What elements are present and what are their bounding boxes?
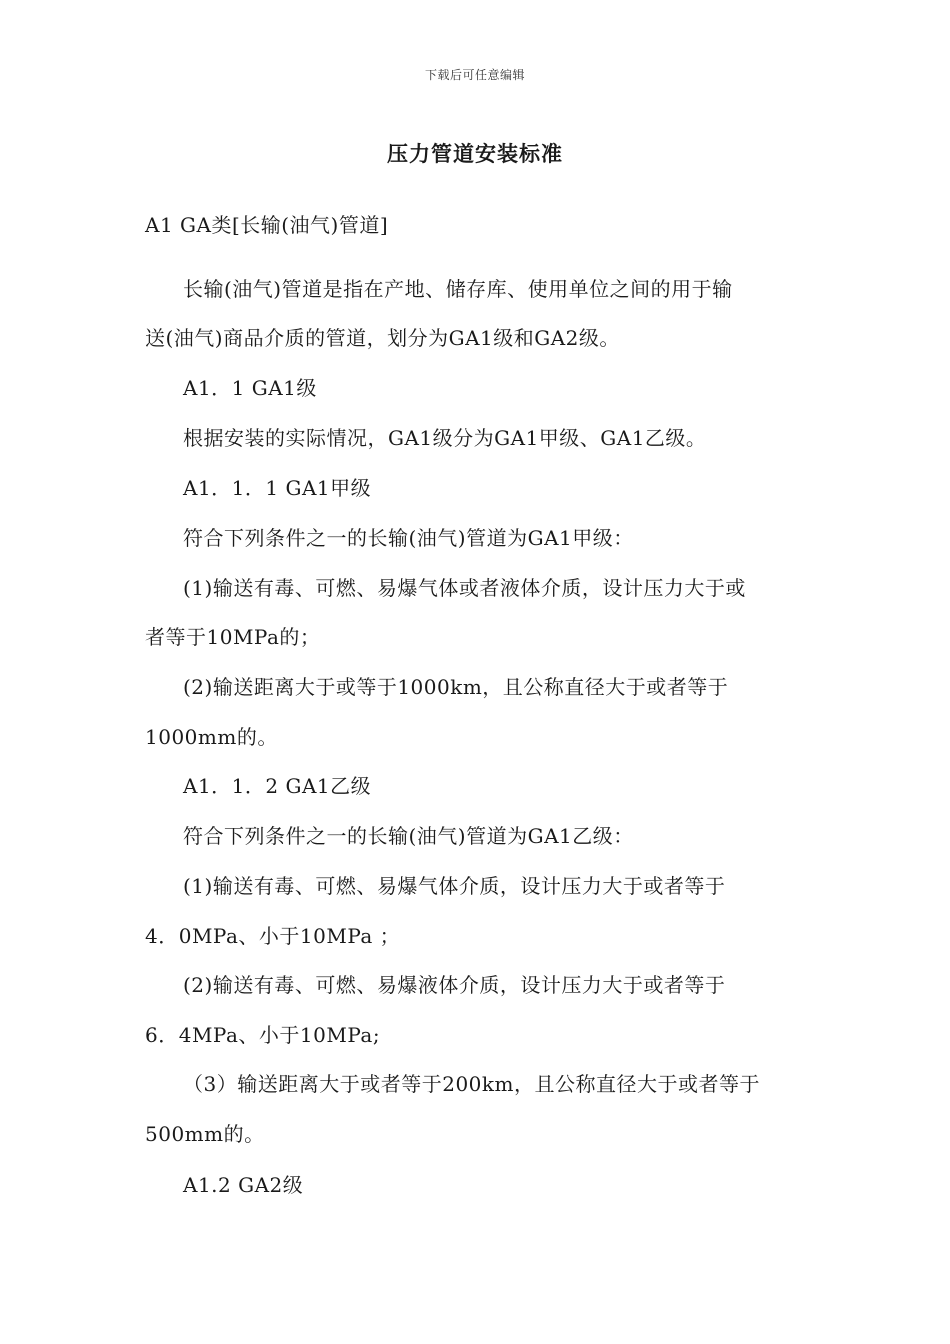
- list-item-line: 500mm的。: [145, 1122, 265, 1146]
- list-item-line: 4．0MPa、小于10MPa ；: [145, 924, 401, 948]
- section-heading-a1: A1 GA类[长输(油气)管道]: [145, 213, 389, 237]
- subsection-heading: A1．1 GA1级: [183, 376, 317, 400]
- subsection-heading: A1．1．2 GA1乙级: [183, 774, 372, 798]
- list-item-line: 6．4MPa、小于10MPa;: [145, 1023, 381, 1047]
- paragraph-line: 符合下列条件之一的长输(油气)管道为GA1甲级：: [183, 526, 634, 550]
- list-item-line: (2)输送距离大于或等于1000km，且公称直径大于或者等于: [183, 675, 729, 699]
- list-item-line: (1)输送有毒、可燃、易爆气体介质，设计压力大于或者等于: [183, 874, 726, 898]
- list-item-line: (2)输送有毒、可燃、易爆液体介质，设计压力大于或者等于: [183, 973, 726, 997]
- paragraph-line: 符合下列条件之一的长输(油气)管道为GA1乙级：: [183, 824, 634, 848]
- list-item-line: （3）输送距离大于或者等于200km，且公称直径大于或者等于: [183, 1072, 760, 1096]
- subsection-heading: A1.2 GA2级: [183, 1173, 304, 1197]
- list-item-line: (1)输送有毒、可燃、易爆气体或者液体介质，设计压力大于或: [183, 576, 746, 600]
- document-title: 压力管道安装标准: [387, 141, 563, 166]
- header-note: 下载后可任意编辑: [424, 68, 525, 82]
- list-item-line: 1000mm的。: [145, 725, 278, 749]
- paragraph-line: 长输(油气)管道是指在产地、储存库、使用单位之间的用于输: [183, 277, 733, 301]
- paragraph-line: 根据安装的实际情况，GA1级分为GA1甲级、GA1乙级。: [183, 426, 707, 450]
- list-item-line: 者等于10MPa的；: [145, 625, 321, 649]
- subsection-heading: A1．1．1 GA1甲级: [183, 476, 372, 500]
- paragraph-line: 送(油气)商品介质的管道，划分为GA1级和GA2级。: [145, 326, 620, 350]
